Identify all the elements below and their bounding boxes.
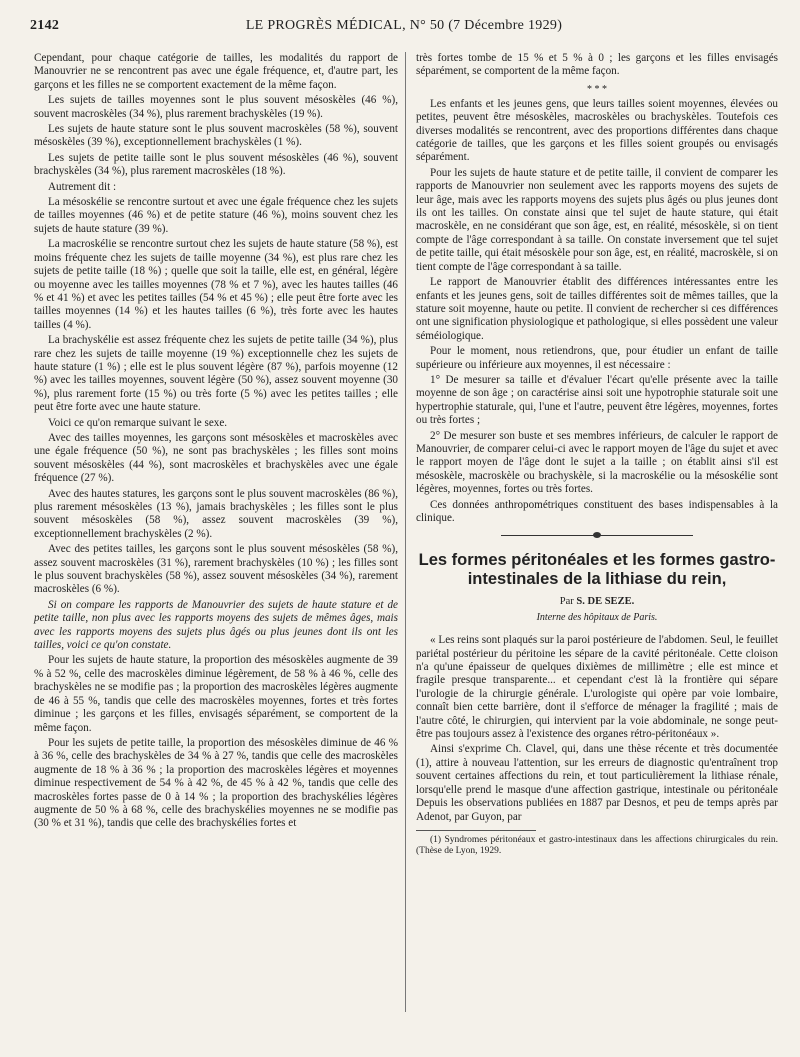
paragraph: La mésoskélie se rencontre surtout et avec une égale fréquence chez les sujets de tailles moyennes (46 %) et de petite stature (46 %), moins souvent chez les sujets de haute stature (39 %). xyxy=(34,196,398,235)
left-column xyxy=(34,52,398,833)
paragraph: Ainsi s'exprime Ch. Clavel, qui, dans une thèse récente et très documentée (1), attire à nouveau l'attention, sur les erreurs de diagnostic qu'entraînent trop souvent certaines affections du rein, et tout particulièrement la lithiase rénale, lorsqu'elle prend le masque d'une affection gastrique, intestinale ou péritonéale Depuis les observations publiées en 1887 par Desnos, et peu de temps après par Adenot, par Guyon, par xyxy=(416,743,778,823)
page-header xyxy=(30,18,778,40)
paragraph: Les sujets de tailles moyennes sont le plus souvent mésoskèles (46 %), souvent macroskèles (34 %), plus rarement brachyskèles (19 %). xyxy=(34,94,398,120)
article-title: Les formes péritonéales et les formes gastro-intestinales de la lithiase du rein, xyxy=(418,551,776,589)
author-affiliation: Interne des hôpitaux de Paris. xyxy=(536,611,658,623)
paragraph: Cependant, pour chaque catégorie de tailles, les modalités du rapport de Manouvrier ne se rencontrent pas avec une égale fréquence, et, d'autre part, les garçons et les filles ne se comportent exactement de la même façon. xyxy=(34,52,398,91)
paragraph: Les enfants et les jeunes gens, que leurs tailles soient moyennes, élevées ou petites, peuvent être mésoskèles, macroskèles ou brachyskèles. Toutefois ces diverses modalités se rencontrent, avec des proportions différentes dans chaque catégorie de tailles, que les garçons et les filles soient groupés ou envisagés séparément. xyxy=(416,97,778,164)
paragraph: Le rapport de Manouvrier établit des différences intéressantes entre les enfants et les jeunes gens, soit de tailles différentes soit de mêmes tailles, que la stature soit moyenne, haute ou petite. Il convient de rechercher si ces différences ont une signification physiologique et pathologique, si elles possèdent une valeur séméiologique. xyxy=(416,276,778,342)
footnote: (1) Syndromes péritonéaux et gastro-intestinaux dans les affections chirurgicales du rein. (Thèse de Lyon, 1929. xyxy=(416,834,778,856)
right-column xyxy=(416,52,778,857)
paragraph: Voici ce qu'on remarque suivant le sexe. xyxy=(48,416,228,429)
paragraph: Pour le moment, nous retiendrons, que, pour étudier un enfant de taille supérieure ou inférieure aux moyennes, il est nécessaire : xyxy=(416,345,778,371)
paragraph: Pour les sujets de haute stature et de petite taille, il convient de comparer les rapports de Manouvrier non seulement avec les rapports moyens des sujets de leur âge, mais avec les rapports moyens des sujets plus âgés ou plus jeunes dont ils ont les tailles. On constate ainsi que tel sujet de haute stature, qui était macroskèle, en ne considérant que son âge, est, en réalité, mésoskèle, si on tient compte de l'âge correspondant à sa taille. On constate inversement que tel sujet de petite taille, qui était mésoskèle pour son âge, est, en réalité, macroskèle, si on tient compte de l'âge correspondant à sa taille. xyxy=(416,166,778,273)
author-name: S. DE SEZE. xyxy=(576,596,635,608)
italic-paragraph: Si on compare les rapports de Manouvrier des sujets de haute stature et de petite taille, non plus avec les rapports moyens des sujets de mêmes âges, mais avec les rapports moyens des sujets plus âgés ou plus jeunes dont ils ont les tailles, voici ce qu'on constate. xyxy=(34,598,398,652)
column-divider xyxy=(405,52,406,1012)
ornamental-rule xyxy=(416,529,778,543)
paragraph: Les sujets de haute stature sont le plus souvent macroskèles (58 %), souvent mésoskèles (39 %), exceptionnellement brachyskèles (1 %). xyxy=(34,123,398,149)
paragraph: Avec des hautes statures, les garçons sont le plus souvent macroskèles (86 %), plus rarement mésoskèles (13 %), jamais brachyskèles ; les filles sont le plus souvent mésoskèles (58 %), assez souvent macroskèles (39 %), exceptionnellement brachyskèles (2 %). xyxy=(34,487,398,540)
paragraph: Pour les sujets de petite taille, la proportion des mésoskèles diminue de 46 % à 36 %, celle des brachyskèles de 34 % à 27 %, tandis que celle des macroskèles augmente de 18 % à 36 % ; la proportion des macroskèles légères et moyennes diminue respectivement de 54 % à 42 %, de 45 % à 42 %, tandis que celle des macroskèles fortes passe de 0 à 14 % ; la proportion des brachyskélies légères augmente de 50 % à 68 %, celle des brachyskélies moyennes ne se modifie pas (30 % et 31 %), tandis que celle des brachyskélies fortes et xyxy=(34,736,398,830)
paragraph: La brachyskélie est assez fréquente chez les sujets de petite taille (34 %), plus rare chez les sujets de taille moyenne (19 %) exceptionnelle chez les sujets de haute stature (1 %) ; elle est le plus souvent légère (87 %), parfois moyenne (12 %) avec les tailles moyennes, souvent légère (50 %), assez souvent moyenne (30 %), plus rarement forte (15 %) ou très forte (5 %) avec les petites tailles ; elle peut être forte avec une haute stature. xyxy=(34,334,398,414)
paragraph: Avec des tailles moyennes, les garçons sont mésoskèles et macroskèles avec une égale fréquence (50 %), ne sont pas brachyskèles ; les filles sont moins souvent mésoskèles (44 %), sont macroskèles et brachyskèles avec une égale fréquence (27 %). xyxy=(34,431,398,485)
paragraph: 2° De mesurer son buste et ses membres inférieurs, de calculer le rapport de Manouvrier, de comparer celui-ci avec le rapport moyen de l'âge du sujet et avec le rapport moyen de l'âge dont le sujet a la taille ; on établit ainsi s'il est mésoskèle, macroskèle ou brachyskèle, si la macroskélie ou la mésoskélie sont légères, moyennes, fortes ou très fortes. xyxy=(416,429,778,496)
paragraph: très fortes tombe de 15 % et 5 % à 0 ; les garçons et les filles envisagés séparément, se comportent de la même façon. xyxy=(416,52,778,78)
paragraph: 1° De mesurer sa taille et d'évaluer l'écart qu'elle présente avec la taille moyenne de son âge ; on caractérise ainsi soit une hypotrophie staturale soit une hypertrophie staturale, qui, l'une et l'autre, peuvent être légères, moyennes, fortes ou très fortes ; xyxy=(416,373,778,427)
paragraph: Les sujets de petite taille sont le plus souvent mésoskèles (46 %), souvent brachyskèles (34 %), plus rarement macroskèles (18 %). xyxy=(34,151,398,178)
paragraph: La macroskélie se rencontre surtout chez les sujets de haute stature (58 %), est moins fréquente chez les sujets de taille moyenne (34 %), est plus rare chez les sujets de petite taille (18 %) ; quelle que soit la taille, elle est, en général, légère ou moyenne avec les tailles moyennes (78 % et 7 %), avec les hautes tailles (46 % et 41 %) et avec les petites tailles (54 % et 45 %) ; elle peut être forte avec les tailles moyennes (14 %) et les hautes tailles (6 %), très forte avec les hautes tailles (4 %). xyxy=(34,238,398,331)
footnote-rule xyxy=(416,830,536,831)
byline-prefix: Par xyxy=(559,596,574,608)
page-number: 2142 xyxy=(30,18,60,33)
paragraph: Ces données anthropométriques constituent des bases indispensables à la clinique. xyxy=(416,498,778,524)
paragraph: Autrement dit : xyxy=(48,180,117,193)
paragraph: Avec des petites tailles, les garçons sont le plus souvent mésoskèles (58 %), assez souvent macroskèles (31 %), rarement brachyskèles (10 %) ; les filles sont le plus souvent brachyskèles (58 %), assez souvent mésoskèles (34 %), rarement macroskèles (6 %). xyxy=(34,543,398,596)
section-stars: * * * xyxy=(587,83,607,95)
journal-title: LE PROGRÈS MÉDICAL, N° 50 (7 Décembre 1929) xyxy=(245,18,563,33)
paragraph: « Les reins sont plaqués sur la paroi postérieure de l'abdomen. Seul, le feuillet pariétal postérieur du péritoine les sépare de la cavité péritonéale. Cette cloison n'a qu'une épaisseur de quelques dixièmes de millimètre ; elle est mince et fragile presque transparente... et cependant c'est là la frontière qui sépare l'urologie de la chirurgie générale. L'urologiste qui opère par voie lombaire, connaît bien cette barrière, dont il s'efforce de ménager la fragilité ; mais de l'autre côté, le chirurgien, qui intervient par la voie abdominale, ne songe peut-être pas toujours assez à l'existence des organes rétro-péritonéaux ». xyxy=(416,634,778,741)
paragraph: Pour les sujets de haute stature, la proportion des mésoskèles augmente de 39 % à 52 %, celle des macroskèles diminue légèrement, de 58 % à 46 %, celle des brachyskèles ne se modifie pas ; la proportion des macroskèles légères augmente de 46 à 55 %, tandis que celle des macroskèles moyennes, fortes et très fortes diminue ; les garçons et les filles, envisagés séparément, se comportent de la même façon. xyxy=(34,654,398,734)
byline xyxy=(416,595,778,608)
